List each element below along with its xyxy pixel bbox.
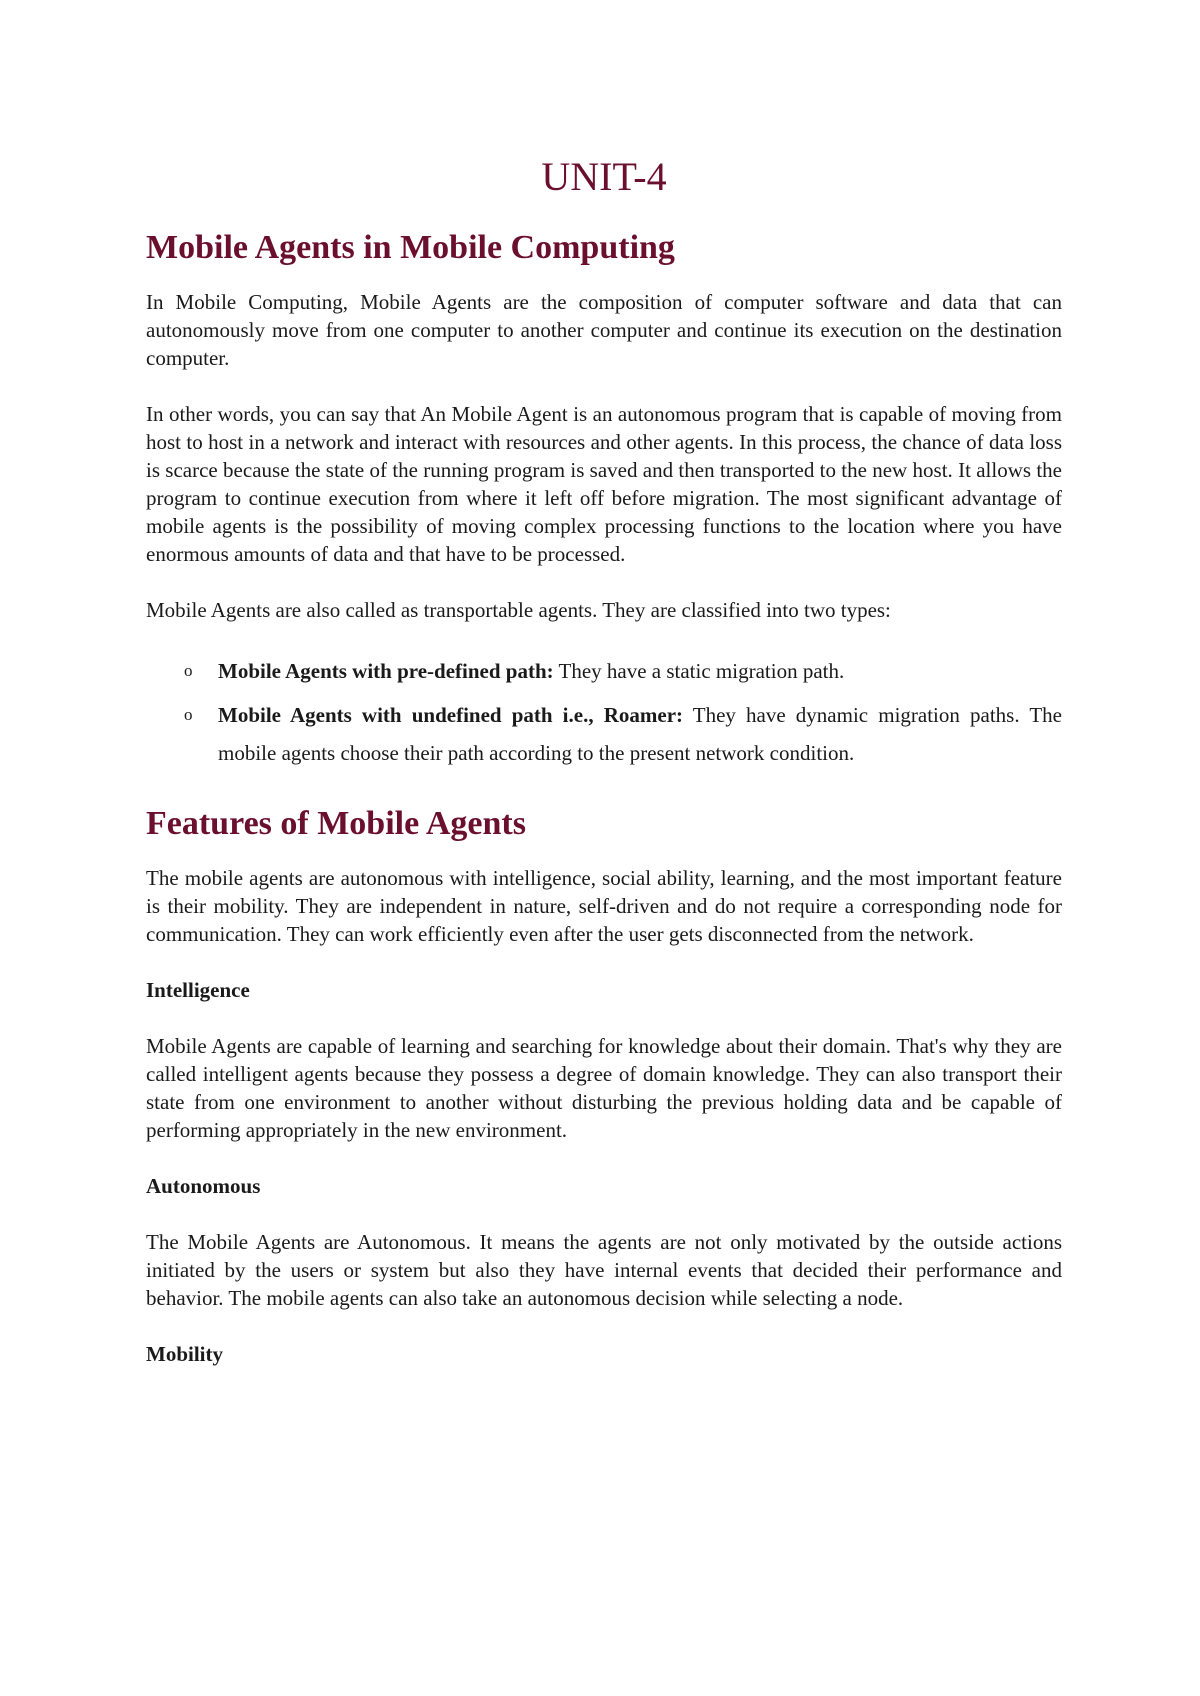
type-description: They have a static migration path. xyxy=(553,659,845,683)
subheading-mobility: Mobility xyxy=(146,1342,223,1366)
list-item xyxy=(146,652,1062,690)
document-page xyxy=(146,150,1062,1396)
subheading-autonomous: Autonomous xyxy=(146,1174,261,1198)
features-paragraph: The mobile agents are autonomous with intelligence, social ability, learning, and the most important feature is their mobility. They are independent in nature, self-driven and do not require a corresponding node for communication. They can work efficiently even after the user gets disconnected from the network. xyxy=(146,866,1062,946)
type-description: They have dynamic migration paths. The mobile agents choose their path according to the present network condition. xyxy=(218,703,1062,765)
intelligence-paragraph: Mobile Agents are capable of learning and searching for knowledge about their domain. That's why they are called intelligent agents because they possess a degree of domain knowledge. They can also transport their state from one environment to another without disturbing the previous holding data and be capable of performing appropriately in the new environment. xyxy=(146,1034,1062,1142)
type-term: Mobile Agents with undefined path i.e., Roamer: xyxy=(218,703,684,727)
unit-title: UNIT-4 xyxy=(541,154,667,199)
heading-features: Features of Mobile Agents xyxy=(146,805,526,842)
subheading-intelligence: Intelligence xyxy=(146,978,250,1002)
autonomous-paragraph: The Mobile Agents are Autonomous. It means the agents are not only motivated by the outside actions initiated by the users or system but also they have internal events that decided their performance and behavior. The mobile agents can also take an autonomous decision while selecting a node. xyxy=(146,1230,1062,1310)
bullet-icon: o xyxy=(184,661,193,680)
heading-mobile-agents: Mobile Agents in Mobile Computing xyxy=(146,229,675,266)
intro-paragraph: In Mobile Computing, Mobile Agents are the composition of computer software and data that can autonomously move from one computer to another computer and continue its execution on the destination computer. xyxy=(146,290,1062,370)
type-term: Mobile Agents with pre-defined path: xyxy=(218,659,554,683)
agent-types-list xyxy=(146,652,1062,772)
list-item xyxy=(146,696,1062,772)
definition-paragraph: In other words, you can say that An Mobile Agent is an autonomous program that is capable of moving from host to host in a network and interact with resources and other agents. In this process, the chance of data loss is scarce because the state of the running program is saved and then transported to the new host. It allows the program to continue execution from where it left off before migration. The most significant advantage of mobile agents is the possibility of moving complex processing functions to the location where you have enormous amounts of data and that have to be processed. xyxy=(146,402,1062,566)
types-intro-paragraph: Mobile Agents are also called as transportable agents. They are classified into two types: xyxy=(146,598,891,622)
bullet-icon: o xyxy=(184,705,193,724)
